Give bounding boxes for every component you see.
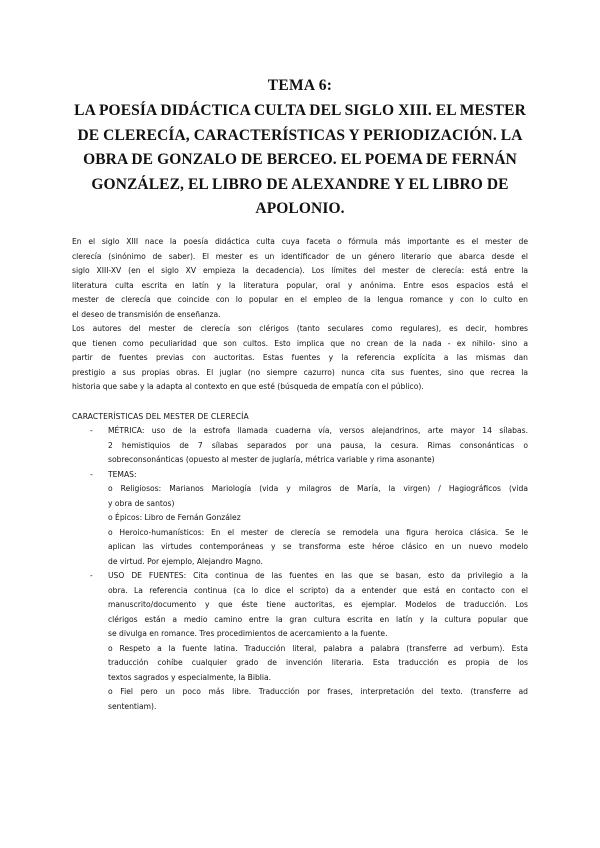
sub-item-line: o Respeto a la fuente latina. Traducción literal, palabra a palabra (transferre ad verbum). Esta (108, 643, 528, 653)
spacer (72, 395, 528, 410)
dash-bullet: - (90, 469, 93, 479)
paragraph-line: que tienen como peculiaridad que son cultos. Esto implica que no crean de la nada - ex nihilo- sino a (72, 338, 528, 348)
paragraph-line: partir de fuentes previas con auctoritas. Estas fuentes y la referencia explícita a las mismas dan (72, 353, 528, 362)
sub-item-line: aplican las virtudes contemporáneas y se transforma este héroe clásico en un nuevo modelo (108, 542, 528, 551)
paragraph-line: siglo XIII-XV (en el siglo XV empieza la decadencia). Los límites del mester de clerecía: está entre la (72, 266, 528, 275)
paragraph-line: historia que sabe y la adapta al contexto en que esté (búsqueda de empatía con el público). (72, 382, 424, 391)
title-block (60, 77, 540, 222)
list-item-line: 2 hemistiquios de 7 sílabas separados por una pausa, la cesura. Rimas consonánticas o (108, 440, 528, 450)
list-item-line: obra. La referencia continua (ca lo dice el scripto) da a entender que está en contacto con el (108, 585, 528, 595)
document-body (72, 235, 528, 714)
sub-item-line: o Religiosos: Marianos Mariología (vida y milagros de María, la virgen) / Hagiográficos (vida (108, 484, 528, 493)
paragraph-line: clerecía (sinónimo de saber). El mester es un identificador de un género literario que abarca desde el (72, 251, 528, 261)
sub-item-line: o Heroico-humanísticos: En el mester de clerecía se remodela una figura heroica clásica. Se le (108, 527, 528, 537)
sub-item-line: sententiam). (108, 701, 157, 711)
title-line: DE CLERECÍA, CARACTERÍSTICAS Y PERIODIZACIÓN. LA (77, 126, 523, 144)
title-line: APOLONIO. (255, 200, 345, 218)
sub-item-line: de virtud. Por ejemplo, Alejandro Magno. (108, 556, 263, 566)
dash-bullet: - (90, 426, 93, 435)
list-item-temas (72, 468, 528, 483)
topic-number: TEMA 6: (267, 77, 333, 94)
list-item-line: manuscrito/documento y que éste tiene auctoritas, es ejemplar. Modelos de traducción. Los (108, 600, 528, 609)
sub-item-line: traducción cohíbe cualquier grado de invención literaria. Esta traducción es propia de los (108, 658, 528, 667)
section-heading: CARACTERÍSTICAS DEL MESTER DE CLERECÍA (72, 411, 249, 421)
title-line: GONZÁLEZ, EL LIBRO DE ALEXANDRE Y EL LIBRO DE (91, 175, 509, 193)
sub-item-line: o Épicos: Libro de Fernán González (108, 513, 241, 522)
paragraph-line: En el siglo XIII nace la poesía didáctica culta cuya faceta o fórmula más importante es el mester de (72, 237, 528, 246)
paragraph-line: prestigio a sus propias obras. El juglar (no siempre cazurro) nunca cita sus fuentes, sino que recrea la (72, 367, 528, 377)
list-item-metrica (72, 424, 528, 439)
list-item-line: clérigos están a medio camino entre la gran cultura escrita en latín y la cultura popular que (108, 614, 528, 624)
list-item-text: TEMAS: (108, 469, 137, 479)
sub-item-line: o Fiel pero un poco más libre. Traducción por frases, interpretación del texto. (transferre ad (108, 687, 528, 696)
list-item-line: sobreconsonánticas (opuesto al mester de juglaría, métrica variable y rima asonante) (108, 455, 435, 464)
title-line: LA POESÍA DIDÁCTICA CULTA DEL SIGLO XIII. EL MESTER (74, 102, 526, 119)
list-item-text: USO DE FUENTES: Cita continua de las fuentes en las que se basan, esto da privilegio a la (108, 571, 528, 580)
sub-item-line: y obra de santos) (108, 498, 175, 508)
list-item-fuentes (72, 569, 528, 584)
paragraph-line: el deseo de transmisión de enseñanza. (72, 309, 221, 319)
sub-item-line: textos sagrados y especialmente, la Biblia. (108, 672, 272, 682)
title-line: OBRA DE GONZALO DE BERCEO. EL POEMA DE FERNÁN (83, 151, 517, 169)
paragraph-line: mester de clerecía que coincide con lo popular en el empleo de la lengua romance y con lo culto en (72, 295, 528, 304)
paragraph-line: literatura culta escrita en latín y la literatura popular, oral y anónima. Entre esos espacios está el (72, 280, 528, 290)
list-item-line: se divulga en romance. Tres procedimientos de acercamiento a la fuente. (108, 629, 388, 638)
paragraph-line: Los autores del mester de clerecía son clérigos (tanto seculares como regulares), es decir, hombres (72, 324, 528, 333)
list-item-text: MÉTRICA: uso de la estrofa llamada cuaderna vía, versos alejandrinos, arte mayor 14 sílabas. (108, 426, 528, 435)
dash-bullet: - (90, 571, 93, 580)
